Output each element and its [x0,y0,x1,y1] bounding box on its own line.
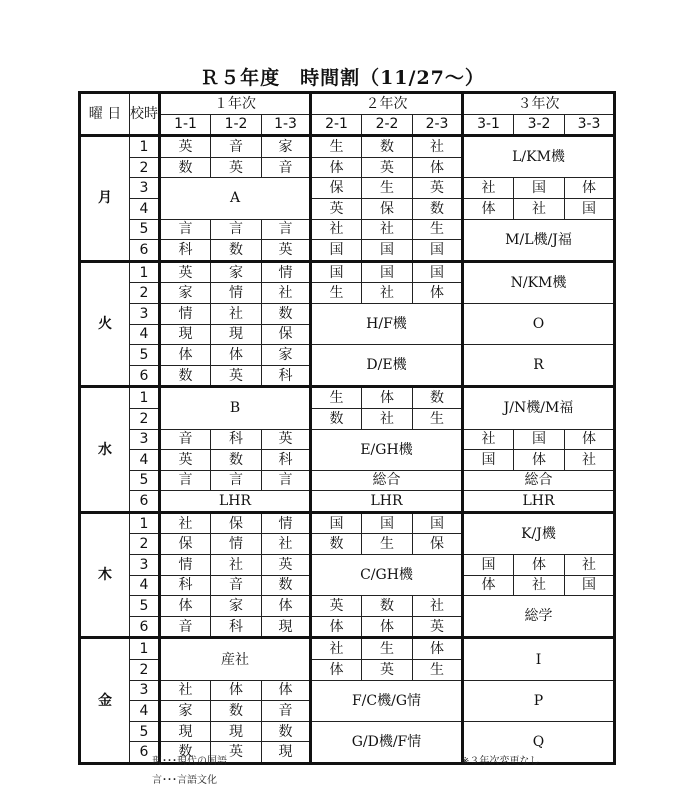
subject-cell: 社 [514,198,565,219]
footnote-grade3: ※３年次変更なし [461,756,540,767]
merged-subject-cell: 総合 [463,470,615,491]
subject-cell: 社 [262,283,311,304]
subject-cell: 国 [362,261,413,283]
merged-subject-cell: A [160,178,311,219]
subject-cell: 国 [311,261,362,283]
subject-cell: 音 [262,157,311,178]
period-number: 4 [130,198,160,219]
merged-subject-cell: E/GH機 [311,429,463,470]
period-number: 4 [130,575,160,596]
subject-cell: 体 [565,429,615,450]
class-header: 1-1 [160,114,211,136]
subject-cell: 現 [211,324,262,345]
subject-cell: 家 [211,261,262,283]
subject-cell: 体 [362,387,413,409]
period-number: 4 [130,701,160,722]
subject-cell: 国 [413,512,463,534]
subject-cell: 家 [160,701,211,722]
class-header: 3-2 [514,114,565,136]
day-label: 火 [80,261,130,387]
subject-cell: 社 [211,303,262,324]
subject-cell: 生 [311,387,362,409]
period-number: 3 [130,680,160,701]
subject-cell: 現 [160,324,211,345]
subject-cell: 保 [311,178,362,199]
subject-cell: 数 [413,387,463,409]
period-number: 1 [130,136,160,158]
subject-cell: 国 [514,178,565,199]
subject-cell: 科 [262,450,311,471]
day-label: 金 [80,638,130,764]
merged-subject-cell: I [463,638,615,680]
subject-cell: 保 [262,324,311,345]
subject-cell: 言 [160,219,211,240]
subject-cell: 家 [262,136,311,158]
class-header: 2-2 [362,114,413,136]
period-number: 6 [130,491,160,513]
subject-cell: 言 [211,470,262,491]
subject-cell: 英 [362,660,413,681]
subject-cell: 生 [413,408,463,429]
subject-cell: 社 [565,450,615,471]
subject-cell: 社 [262,534,311,555]
subject-cell: 生 [362,534,413,555]
merged-subject-cell: LHR [160,491,311,513]
subject-cell: 生 [413,219,463,240]
subject-cell: 家 [211,596,262,617]
subject-cell: 体 [262,596,311,617]
class-header: 3-3 [565,114,615,136]
subject-cell: 情 [211,283,262,304]
subject-cell: 言 [262,219,311,240]
subject-cell: 体 [211,345,262,366]
subject-cell: 生 [362,638,413,660]
subject-cell: 英 [160,136,211,158]
subject-cell: 音 [160,616,211,638]
period-number: 6 [130,240,160,262]
merged-subject-cell: Q [463,721,615,763]
period-header: 校時 [130,93,160,136]
period-number: 3 [130,178,160,199]
period-number: 3 [130,555,160,576]
subject-cell: 生 [413,660,463,681]
subject-cell: 英 [160,261,211,283]
merged-subject-cell: O [463,303,615,344]
subject-cell: 英 [413,616,463,638]
subject-cell: 数 [160,742,211,764]
subject-cell: 情 [160,555,211,576]
subject-cell: 社 [413,136,463,158]
merged-subject-cell: 産社 [160,638,311,680]
merged-subject-cell: H/F機 [311,303,463,344]
subject-cell: 国 [463,450,514,471]
subject-cell: 現 [262,616,311,638]
subject-cell: 英 [211,365,262,387]
merged-subject-cell: 総学 [463,596,615,638]
period-number: 6 [130,616,160,638]
subject-cell: 社 [311,219,362,240]
subject-cell: 英 [262,555,311,576]
subject-cell: 国 [514,429,565,450]
period-number: 5 [130,345,160,366]
period-number: 3 [130,303,160,324]
class-header: 3-1 [463,114,514,136]
period-number: 5 [130,219,160,240]
subject-cell: 社 [463,429,514,450]
subject-cell: 英 [413,178,463,199]
subject-cell: 体 [463,575,514,596]
subject-cell: 英 [211,157,262,178]
subject-cell: 数 [311,534,362,555]
merged-subject-cell: M/L機/J福 [463,219,615,261]
subject-cell: 社 [413,596,463,617]
footnote-gen: 現･･･現代の国語 [152,756,227,767]
grade-2-header: ２年次 [311,93,463,115]
day-label: 月 [80,136,130,262]
subject-cell: 現 [211,721,262,742]
period-number: 6 [130,365,160,387]
subject-cell: 体 [413,638,463,660]
subject-cell: 科 [211,616,262,638]
subject-cell: 英 [362,157,413,178]
grade-1-header: １年次 [160,93,311,115]
merged-subject-cell: B [160,387,311,429]
subject-cell: 科 [262,365,311,387]
subject-cell: 数 [211,450,262,471]
subject-cell: 社 [160,680,211,701]
period-number: 2 [130,283,160,304]
subject-cell: 家 [262,345,311,366]
subject-cell: 体 [211,680,262,701]
period-number: 4 [130,324,160,345]
subject-cell: 体 [311,660,362,681]
class-header: 1-2 [211,114,262,136]
subject-cell: 国 [463,555,514,576]
period-number: 1 [130,261,160,283]
subject-cell: 体 [565,178,615,199]
timetable [78,91,616,765]
subject-cell: 数 [362,596,413,617]
subject-cell: 数 [262,721,311,742]
page-title: Ｒ５年度 時間割（11/27～） [200,67,485,89]
subject-cell: 英 [311,596,362,617]
subject-cell: 言 [211,219,262,240]
merged-subject-cell: N/KM機 [463,261,615,303]
subject-cell: 国 [565,575,615,596]
subject-cell: 国 [311,240,362,262]
subject-cell: 社 [362,219,413,240]
merged-subject-cell: G/D機/F情 [311,721,463,763]
subject-cell: 体 [311,616,362,638]
subject-cell: 現 [262,742,311,764]
subject-cell: 体 [311,157,362,178]
subject-cell: 生 [362,178,413,199]
period-number: 2 [130,157,160,178]
subject-cell: 体 [160,345,211,366]
merged-subject-cell: D/E機 [311,345,463,387]
subject-cell: 国 [362,512,413,534]
subject-cell: 数 [413,198,463,219]
merged-subject-cell: F/C機/G情 [311,680,463,721]
subject-cell: 音 [211,575,262,596]
subject-cell: 数 [262,575,311,596]
subject-cell: 社 [362,283,413,304]
subject-cell: 体 [362,616,413,638]
subject-cell: 国 [362,240,413,262]
subject-cell: 生 [311,136,362,158]
period-number: 1 [130,387,160,409]
subject-cell: 音 [160,429,211,450]
subject-cell: 体 [463,198,514,219]
merged-subject-cell: P [463,680,615,721]
subject-cell: 数 [262,303,311,324]
period-number: 5 [130,596,160,617]
merged-subject-cell: L/KM機 [463,136,615,178]
subject-cell: 生 [311,283,362,304]
subject-cell: 英 [262,429,311,450]
subject-cell: 国 [413,240,463,262]
merged-subject-cell: LHR [311,491,463,513]
subject-cell: 家 [160,283,211,304]
subject-cell: 情 [262,261,311,283]
class-header: 2-3 [413,114,463,136]
day-label: 木 [80,512,130,638]
subject-cell: 科 [160,575,211,596]
subject-cell: 数 [211,240,262,262]
class-header: 1-3 [262,114,311,136]
subject-cell: 社 [362,408,413,429]
subject-cell: 英 [211,742,262,764]
subject-cell: 社 [160,512,211,534]
merged-subject-cell: R [463,345,615,387]
subject-cell: 社 [211,555,262,576]
period-number: 1 [130,512,160,534]
subject-cell: 数 [160,365,211,387]
subject-cell: 体 [413,157,463,178]
subject-cell: 体 [514,450,565,471]
subject-cell: 保 [413,534,463,555]
period-number: 1 [130,638,160,660]
subject-cell: 保 [362,198,413,219]
day-header: 曜 日 [80,93,130,136]
subject-cell: 体 [160,596,211,617]
period-number: 3 [130,429,160,450]
subject-cell: 体 [413,283,463,304]
subject-cell: 音 [262,701,311,722]
subject-cell: 国 [413,261,463,283]
subject-cell: 英 [311,198,362,219]
subject-cell: 科 [160,240,211,262]
subject-cell: 国 [565,198,615,219]
subject-cell: 情 [211,534,262,555]
day-label: 水 [80,387,130,513]
period-number: 2 [130,408,160,429]
subject-cell: 保 [211,512,262,534]
subject-cell: 情 [262,512,311,534]
subject-cell: 現 [160,721,211,742]
subject-cell: 情 [160,303,211,324]
subject-cell: 言 [262,470,311,491]
merged-subject-cell: K/J機 [463,512,615,554]
subject-cell: 英 [262,240,311,262]
subject-cell: 数 [211,701,262,722]
subject-cell: 科 [211,429,262,450]
subject-cell: 数 [311,408,362,429]
period-number: 4 [130,450,160,471]
period-number: 5 [130,721,160,742]
subject-cell: 保 [160,534,211,555]
period-number: 5 [130,470,160,491]
subject-cell: 言 [160,470,211,491]
merged-subject-cell: J/N機/M福 [463,387,615,429]
subject-cell: 社 [311,638,362,660]
subject-cell: 数 [160,157,211,178]
subject-cell: 体 [262,680,311,701]
subject-cell: 社 [565,555,615,576]
subject-cell: 音 [211,136,262,158]
subject-cell: 数 [362,136,413,158]
footnote-gengo: 言･･･言語文化 [152,775,217,786]
subject-cell: 英 [160,450,211,471]
subject-cell: 国 [311,512,362,534]
class-header: 2-1 [311,114,362,136]
period-number: 2 [130,534,160,555]
merged-subject-cell: C/GH機 [311,555,463,596]
merged-subject-cell: LHR [463,491,615,513]
subject-cell: 社 [514,575,565,596]
period-number: 2 [130,660,160,681]
subject-cell: 社 [463,178,514,199]
grade-3-header: ３年次 [463,93,615,115]
merged-subject-cell: 総合 [311,470,463,491]
subject-cell: 体 [514,555,565,576]
period-number: 6 [130,742,160,764]
